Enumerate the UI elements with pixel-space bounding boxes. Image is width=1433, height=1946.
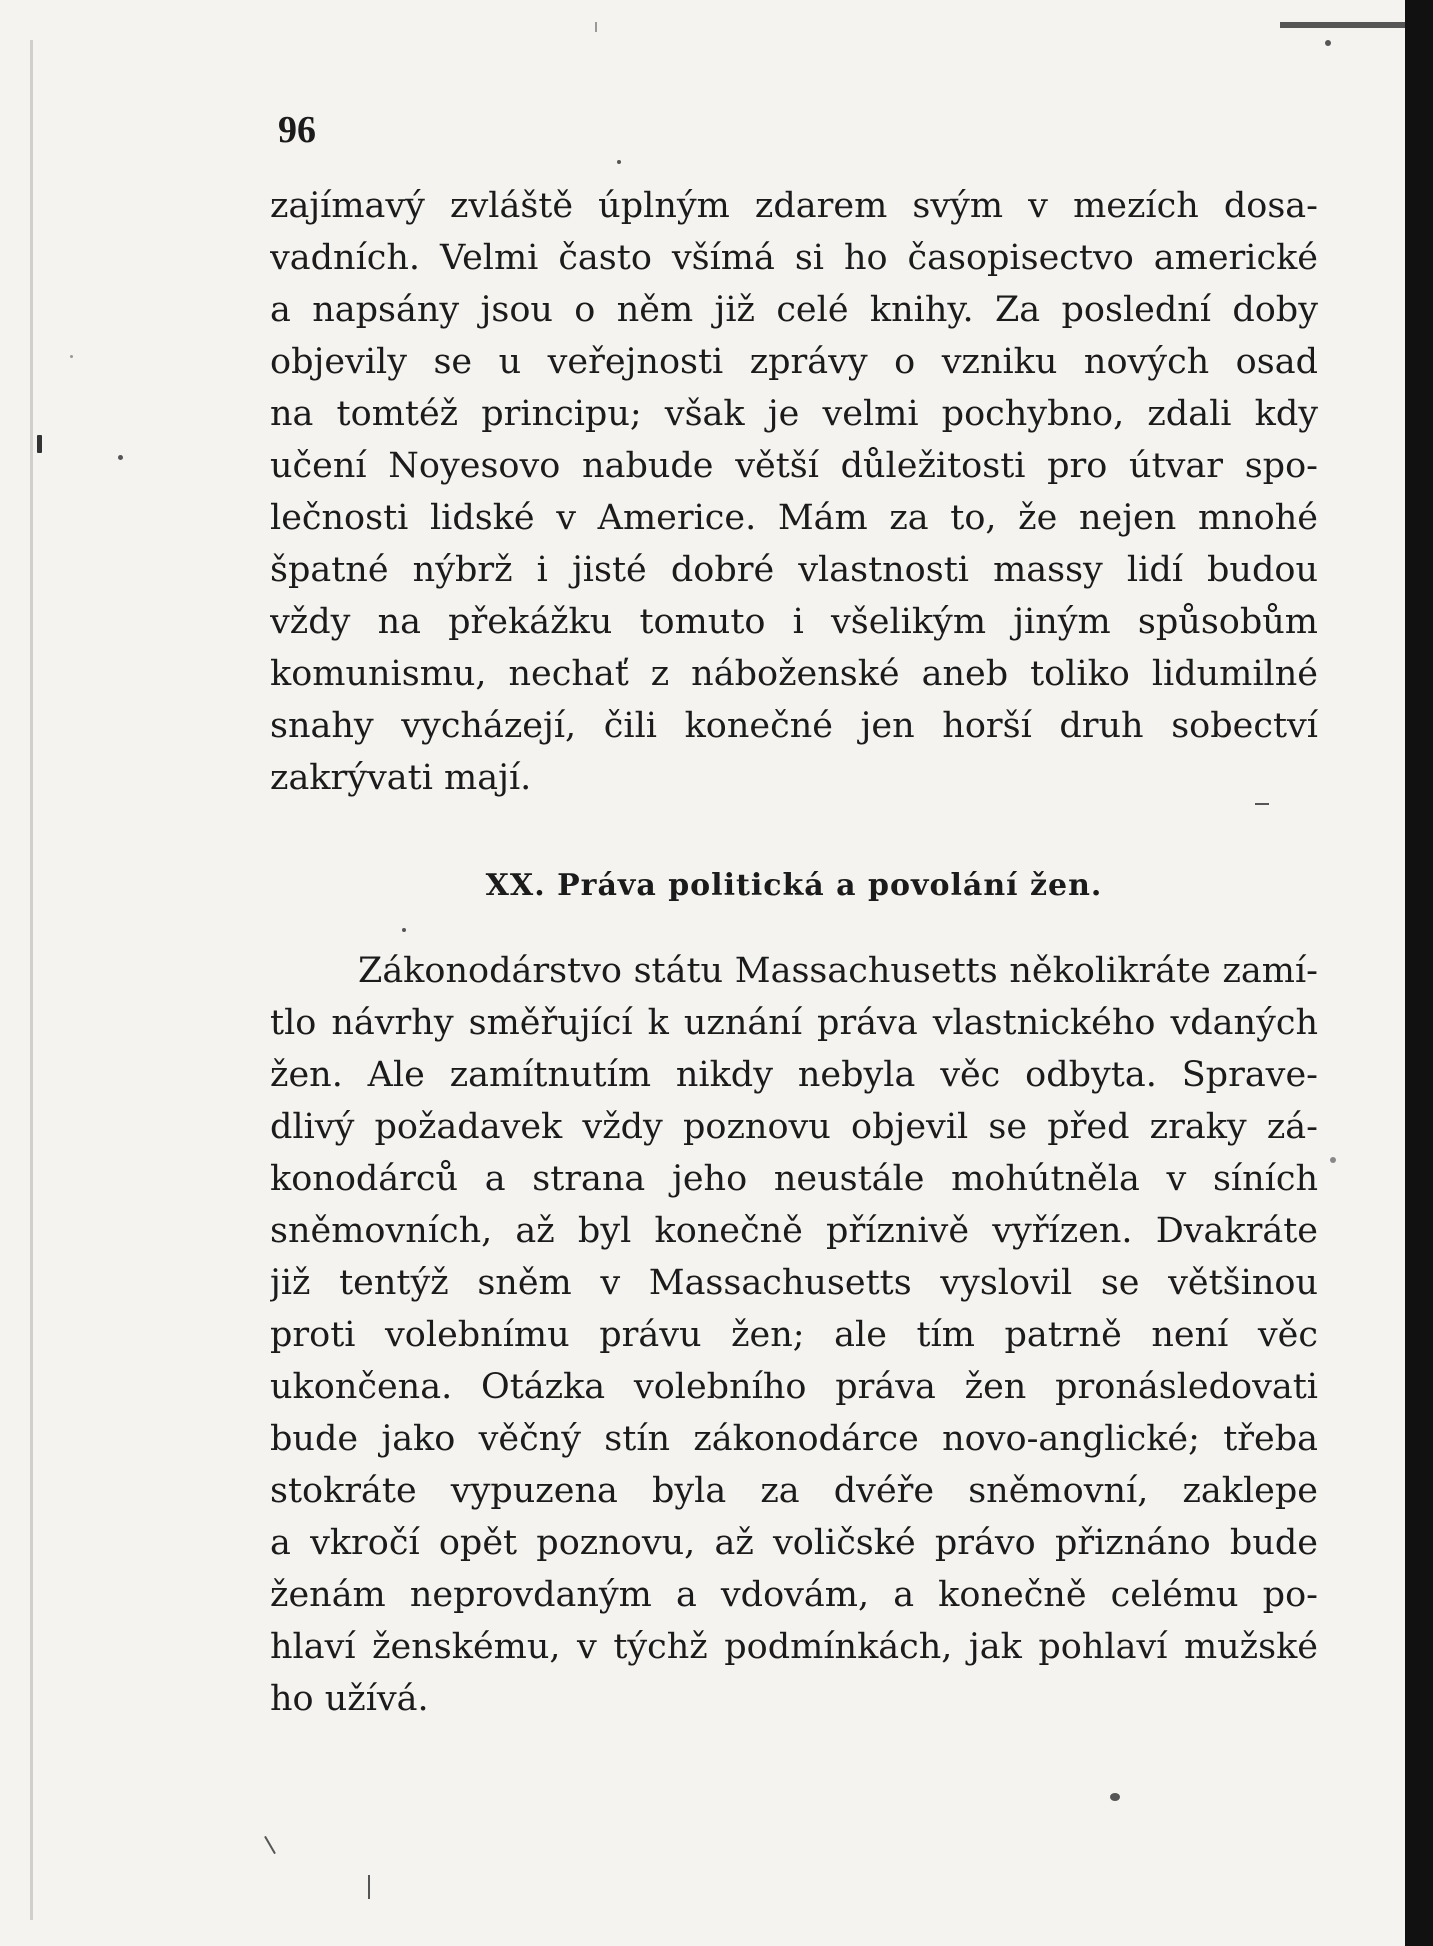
text-line: Zákonodárstvo státu Massachusetts několikráte zamí- <box>358 951 1318 991</box>
scan-speck <box>1110 1793 1120 1801</box>
scan-speck <box>1330 1157 1336 1163</box>
text-line: ukončena. Otázka volebního práva žen pronásledovati <box>270 1367 1318 1407</box>
text-line: na tomtéž principu; však je velmi pochybno, zdali kdy <box>270 394 1318 434</box>
scan-speck <box>1325 40 1331 46</box>
scan-edge-strip <box>1280 22 1405 28</box>
text-line: ho užívá. <box>270 1679 429 1719</box>
text-line: zakrývati mají. <box>270 758 532 798</box>
text-line: sněmovních, až byl konečně příznivě vyřízen. Dvakráte <box>270 1211 1318 1251</box>
scan-speck <box>368 1875 370 1899</box>
section-heading: XX. Práva politická a povolání žen. <box>485 868 1103 903</box>
scan-speck <box>264 1836 276 1854</box>
text-line: a napsány jsou o něm již celé knihy. Za poslední doby <box>270 290 1318 330</box>
page-number: 96 <box>278 109 316 151</box>
text-line: hlaví ženskému, v týchž podmínkách, jak pohlaví mužské <box>270 1627 1318 1667</box>
text-line: stokráte vypuzena byla za dvéře sněmovní, zaklepe <box>270 1471 1318 1511</box>
text-line: a vkročí opět poznovu, až voličské právo přiznáno bude <box>270 1523 1318 1563</box>
text-line: žen. Ale zamítnutím nikdy nebyla věc odbyta. Sprave- <box>270 1055 1318 1095</box>
text-line: špatné nýbrž i jisté dobré vlastnosti massy lidí budou <box>270 550 1318 590</box>
text-line: konodárců a strana jeho neustále mohútněla v síních <box>270 1159 1318 1199</box>
page-edge-shadow <box>30 40 33 1920</box>
text-line: lečnosti lidské v Americe. Mám za to, že nejen mnohé <box>270 498 1318 538</box>
scan-speck <box>402 928 406 932</box>
scan-speck <box>118 455 123 460</box>
text-line: snahy vycházejí, čili konečné jen horší druh sobectví <box>270 706 1318 746</box>
text-line: zajímavý zvláště úplným zdarem svým v mezích dosa- <box>270 186 1318 226</box>
scan-speck <box>617 160 621 164</box>
text-line: ženám neprovdaným a vdovám, a konečně celému po- <box>270 1575 1318 1615</box>
scan-speck <box>70 355 73 358</box>
scan-speck <box>595 22 597 32</box>
scan-speck <box>37 435 42 453</box>
paragraph-section-xx <box>270 945 1318 1725</box>
scan-border <box>1405 0 1433 1946</box>
scan-speck <box>1255 803 1269 805</box>
text-line: komunismu, nechať z náboženské aneb toliko lidumilné <box>270 654 1318 694</box>
text-line: dlivý požadavek vždy poznovu objevil se před zraky zá- <box>270 1107 1318 1147</box>
text-line: již tentýž sněm v Massachusetts vyslovil se většinou <box>270 1263 1318 1303</box>
text-line: vždy na překážku tomuto i všelikým jiným spůsobům <box>270 602 1318 642</box>
text-line: učení Noyesovo nabude větší důležitosti pro útvar spo- <box>270 446 1318 486</box>
text-line: proti volebnímu právu žen; ale tím patrně není věc <box>270 1315 1318 1355</box>
text-line: objevily se u veřejnosti zprávy o vzniku nových osad <box>270 342 1318 382</box>
text-line: tlo návrhy směřující k uznání práva vlastnického vdaných <box>270 1003 1318 1043</box>
paragraph-continuation <box>270 180 1318 804</box>
text-line: bude jako věčný stín zákonodárce novo-anglické; třeba <box>270 1419 1318 1459</box>
text-line: vadních. Velmi často všímá si ho časopisectvo americké <box>270 238 1318 278</box>
